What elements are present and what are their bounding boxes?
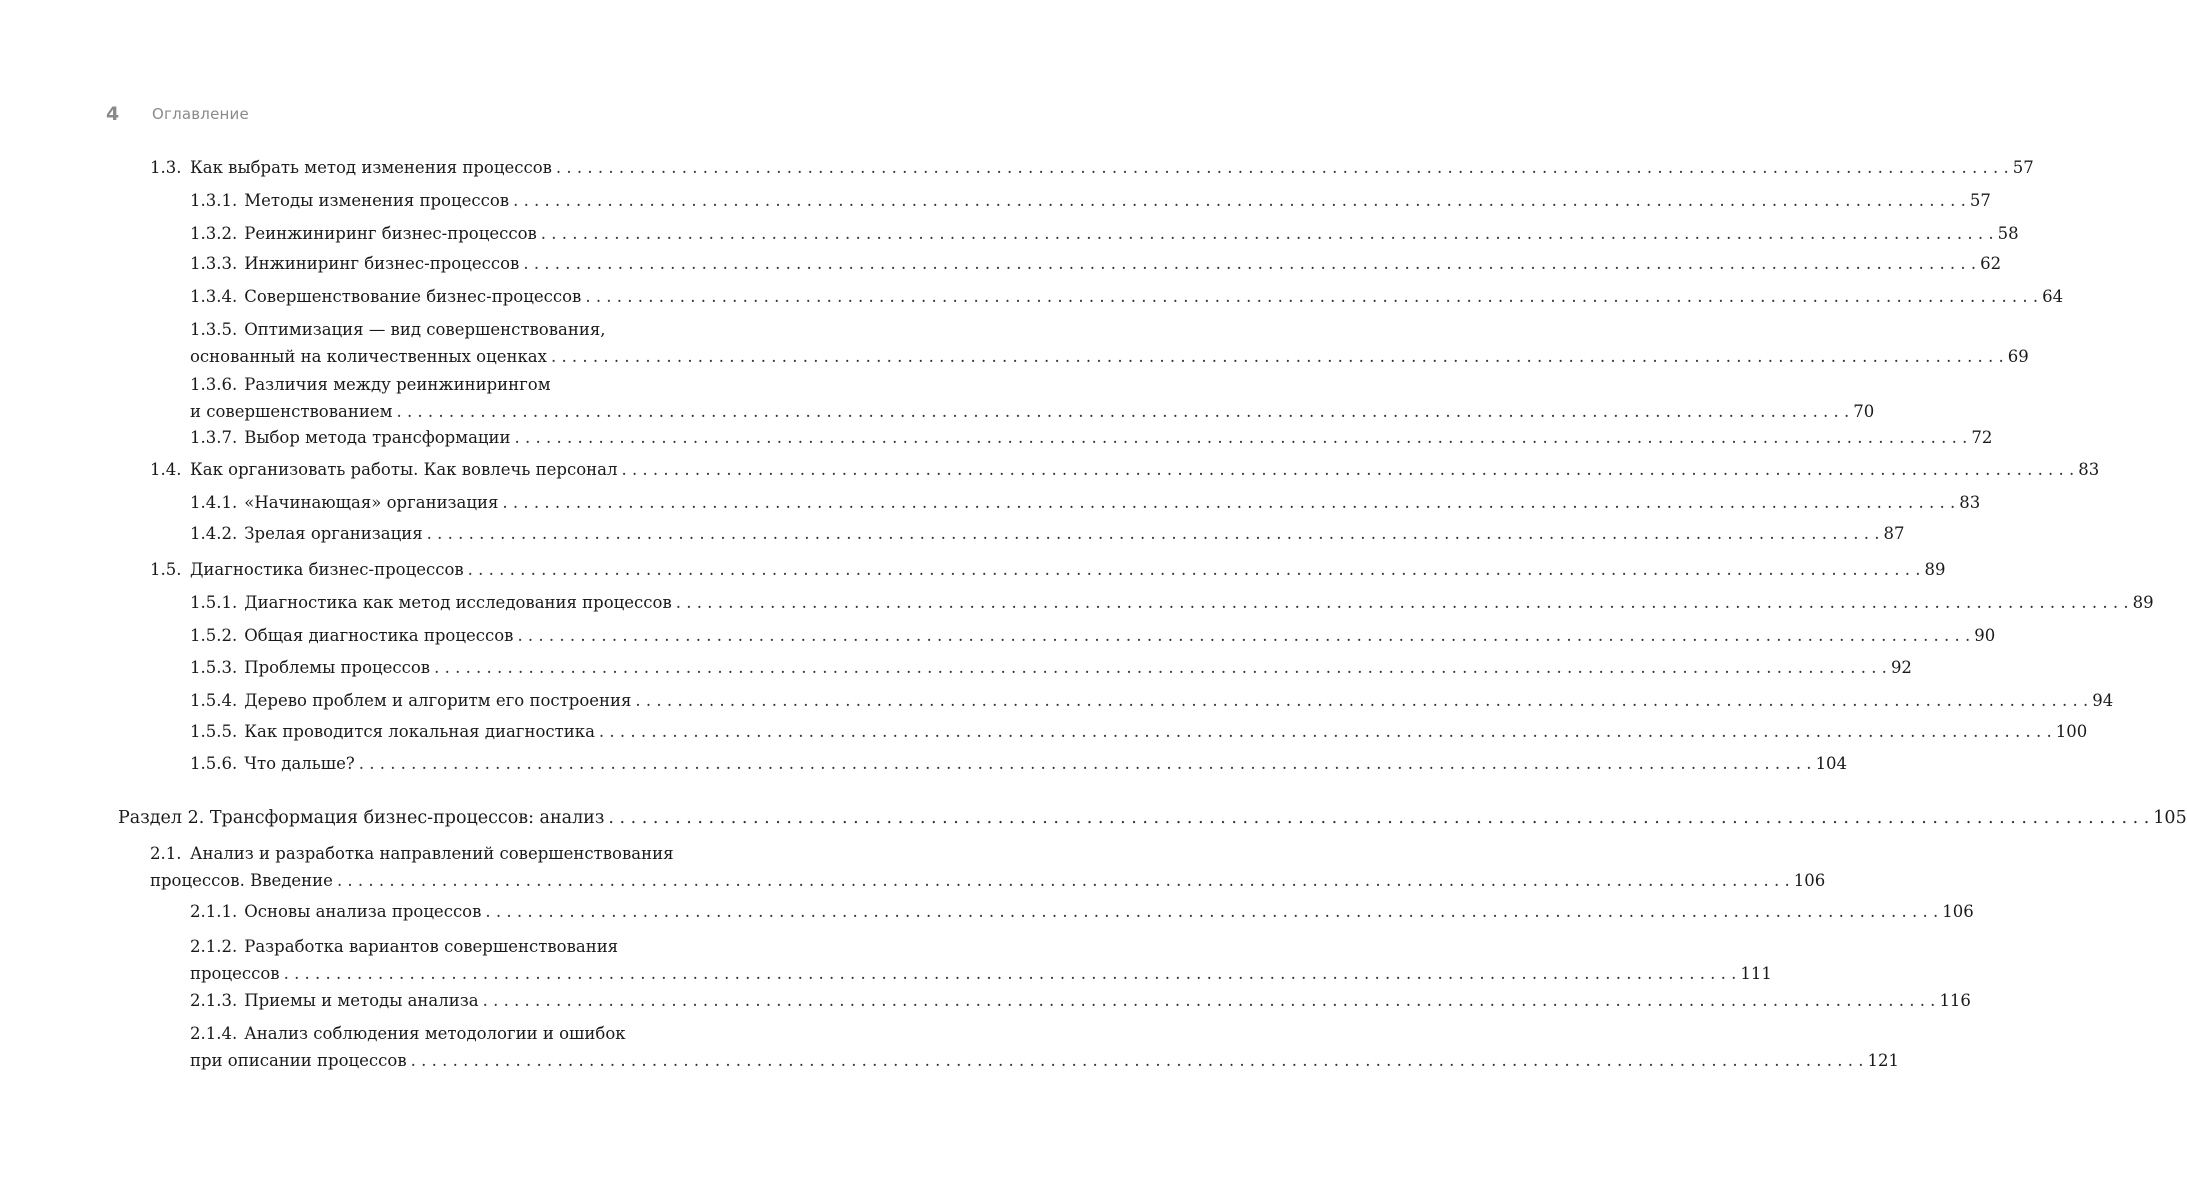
toc-entry — [190, 489, 1981, 516]
toc-entry — [190, 654, 1912, 681]
toc-entry-number: 1.3.3. — [190, 254, 238, 273]
toc-entry-page: 106 — [1793, 871, 1826, 890]
dot-leader — [556, 154, 2009, 181]
toc-entry-number: 1.3.1. — [190, 191, 238, 210]
toc-entry — [190, 933, 1772, 987]
dot-leader — [427, 520, 1880, 547]
dot-leader — [608, 805, 2149, 832]
toc-entry-page: 62 — [1980, 254, 2002, 273]
toc-entry-number: 2.1.2. — [190, 937, 238, 956]
toc-entry-number: 1.3.6. — [190, 375, 238, 394]
toc-entry — [190, 187, 1991, 214]
toc-entry-title: Разработка вариантов совершенствования — [244, 937, 619, 956]
toc-entry-page: 64 — [2042, 287, 2064, 306]
toc-entry-number: 1.3.2. — [190, 224, 238, 243]
toc-entry — [190, 1020, 1899, 1074]
toc-entry — [190, 718, 2088, 745]
toc-entry-page: 92 — [1890, 658, 1912, 677]
toc-entry-number: 1.3.5. — [190, 320, 238, 339]
toc-entry-number: 1.4.2. — [190, 524, 238, 543]
toc-entry-number: 2.1.1. — [190, 902, 238, 921]
dot-leader — [337, 867, 1790, 894]
dot-leader — [485, 898, 1938, 925]
toc-entry-page: 106 — [1942, 902, 1974, 921]
toc-entry — [150, 154, 2034, 181]
toc-entry-page: 94 — [2092, 691, 2114, 710]
toc-entry-title-continued: процессов — [190, 964, 280, 983]
toc-entry-number: 1.5.6. — [190, 754, 238, 773]
running-head-title: Оглавление — [152, 105, 249, 123]
toc-entry-title: Диагностика бизнес-процессов — [190, 560, 464, 579]
toc-entry — [190, 220, 2019, 247]
toc-entry-title: Методы изменения процессов — [244, 191, 510, 210]
toc-entry-page: 111 — [1740, 964, 1772, 983]
toc-entry — [118, 805, 2187, 832]
toc-entry-number: 1.5.2. — [190, 626, 238, 645]
toc-entry-title-continued: процессов. Введение — [150, 871, 333, 890]
toc-entry-page: 105 — [2153, 808, 2187, 828]
toc-entry — [190, 250, 2002, 277]
dot-leader — [468, 556, 1921, 583]
toc-entry-title: Зрелая организация — [244, 524, 423, 543]
dot-leader — [517, 622, 1970, 649]
dot-leader — [515, 424, 1968, 451]
toc-entry-title: Что дальше? — [244, 754, 355, 773]
toc-entry-title: Различия между реинжинирингом — [244, 375, 551, 394]
dot-leader — [502, 489, 1955, 516]
toc-entry-number: 1.5.3. — [190, 658, 238, 677]
toc-entry-page: 83 — [1959, 493, 1981, 512]
toc-entry-page: 83 — [2078, 460, 2100, 479]
toc-entry-number: 2.1.4. — [190, 1024, 238, 1043]
toc-entry-number: 1.3.4. — [190, 287, 238, 306]
toc-entry-number: 1.3. — [150, 158, 182, 177]
toc-entry-title: Общая диагностика процессов — [244, 626, 514, 645]
page-number: 4 — [106, 103, 120, 125]
dot-leader — [551, 343, 2004, 370]
toc-entry-title: Анализ соблюдения методологии и ошибок — [244, 1024, 626, 1043]
dot-leader — [635, 687, 2088, 714]
toc-entry-title: Совершенствование бизнес-процессов — [244, 287, 582, 306]
toc-entry — [190, 316, 2029, 370]
toc-entry-page: 57 — [1969, 191, 1991, 210]
toc-entry-title: Как организовать работы. Как вовлечь персонал — [190, 460, 618, 479]
toc-entry-number: 1.5.1. — [190, 593, 238, 612]
dot-leader — [396, 398, 1849, 425]
toc-entry-title: Дерево проблем и алгоритм его построения — [244, 691, 632, 710]
toc-entry-title: Основы анализа процессов — [244, 902, 482, 921]
dot-leader — [483, 987, 1936, 1014]
toc-entry-page: 121 — [1867, 1051, 1899, 1070]
toc-entry-number: 1.5.5. — [190, 722, 238, 741]
toc-entry-title: Выбор метода трансформации — [244, 428, 511, 447]
toc-entry — [190, 283, 2064, 310]
toc-entry-title-continued: и совершенствованием — [190, 402, 393, 421]
toc-entry-page: 89 — [1924, 560, 1946, 579]
toc-entry-page: 69 — [2007, 347, 2029, 366]
toc-entry — [190, 622, 1996, 649]
toc-entry-title-continued: при описании процессов — [190, 1051, 407, 1070]
toc-entry — [190, 687, 2114, 714]
toc-entry — [190, 898, 1974, 925]
toc-entry-page: 72 — [1971, 428, 1993, 447]
toc-entry-title: Реинжиниринг бизнес-процессов — [244, 224, 537, 243]
toc-entry-page: 89 — [2132, 593, 2154, 612]
toc-entry-page: 57 — [2012, 158, 2034, 177]
toc-entry-number: 1.5.4. — [190, 691, 238, 710]
toc-entry-page: 58 — [1997, 224, 2019, 243]
toc-entry — [190, 750, 1848, 777]
toc-entry-title: Приемы и методы анализа — [244, 991, 479, 1010]
dot-leader — [411, 1047, 1864, 1074]
dot-leader — [676, 589, 2129, 616]
toc-entry-title: Диагностика как метод исследования процессов — [244, 593, 672, 612]
toc-entry — [190, 424, 1993, 451]
toc-entry-title-continued: основанный на количественных оценках — [190, 347, 547, 366]
toc-entry-title: «Начинающая» организация — [244, 493, 499, 512]
toc-entry-page: 100 — [2055, 722, 2088, 741]
toc-entry — [150, 556, 1946, 583]
toc-entry — [150, 840, 1826, 894]
toc-entry-title: Оптимизация — вид совершенствования, — [244, 320, 606, 339]
toc-entry — [190, 520, 1905, 547]
toc-entry-number: 2.1. — [150, 844, 182, 863]
toc-entry — [190, 987, 1971, 1014]
toc-entry-title: Инжиниринг бизнес-процессов — [244, 254, 520, 273]
dot-leader — [513, 187, 1966, 214]
toc-entry — [190, 371, 1875, 425]
dot-leader — [523, 250, 1976, 277]
toc-entry — [190, 589, 2154, 616]
dot-leader — [284, 960, 1737, 987]
dot-leader — [541, 220, 1994, 247]
toc-entry-page: 70 — [1853, 402, 1875, 421]
toc-entry-title: Как проводится локальная диагностика — [244, 722, 595, 741]
toc-entry-title: Проблемы процессов — [244, 658, 431, 677]
toc-entry-page: 87 — [1883, 524, 1905, 543]
toc-entry-title: Анализ и разработка направлений совершенствования — [190, 844, 674, 863]
toc-entry-title: Как выбрать метод изменения процессов — [190, 158, 552, 177]
toc-entry-number: 2.1.3. — [190, 991, 238, 1010]
toc-entry-number: 1.4.1. — [190, 493, 238, 512]
toc-entry — [150, 456, 2100, 483]
toc-entry-title: Раздел 2. Трансформация бизнес-процессов: анализ — [118, 808, 605, 828]
dot-leader — [599, 718, 2052, 745]
dot-leader — [585, 283, 2038, 310]
dot-leader — [434, 654, 1887, 681]
dot-leader — [359, 750, 1812, 777]
dot-leader — [621, 456, 2074, 483]
toc-entry-page: 116 — [1939, 991, 1971, 1010]
toc-entry-number: 1.4. — [150, 460, 182, 479]
toc-entry-number: 1.3.7. — [190, 428, 238, 447]
toc-entry-page: 90 — [1974, 626, 1996, 645]
toc-entry-page: 104 — [1815, 754, 1848, 773]
toc-entry-number: 1.5. — [150, 560, 182, 579]
